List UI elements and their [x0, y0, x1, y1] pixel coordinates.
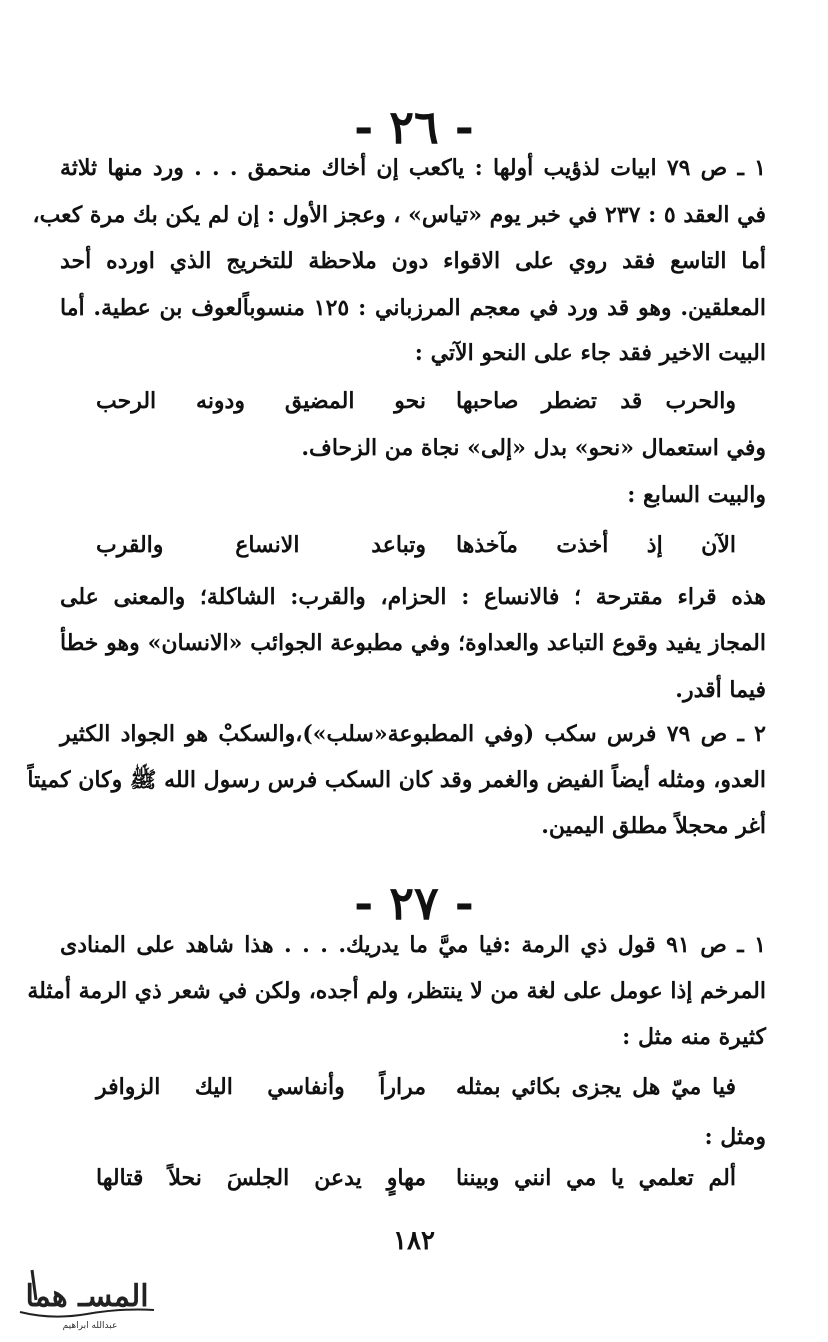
verse-second-hemistich: مهاوٍ يدعن الجلسَ نحلاً قتالها: [96, 1165, 426, 1191]
calligraphy-logo-icon: [12, 1262, 162, 1334]
verse-line: [96, 530, 736, 562]
verse-line: [96, 386, 736, 418]
verse-first-hemistich: ألم تعلمي يا مي انني وبيننا: [456, 1165, 736, 1191]
text-line: ١ ـ ص ٧٩ ابيات لذؤيب أولها : ياكعب إن أخاك منحمق . . . ورد منها ثلاثة: [60, 155, 766, 181]
verse-second-hemistich: وتباعد الانساع والقرب: [96, 532, 426, 558]
text-line: هذه قراء مقترحة ؛ فالانساع : الحزام، والقرب: الشاكلة؛ والمعنى على: [60, 584, 766, 610]
text-line: كثيرة منه مثل :: [622, 1024, 766, 1050]
section-heading-26: - ٢٦ -: [354, 100, 474, 154]
text-line: في العقد ٥ : ٢٣٧ في خبر يوم «تياس» ، وعجز الأول : إن لم يكن بك مرة كعب،: [32, 202, 766, 228]
text-line: والبيت السابع :: [627, 482, 766, 508]
text-line: المرخم إذا عومل على لغة من لا ينتظر، ولم أجده، ولكن في شعر ذي الرمة أمثلة: [27, 978, 766, 1004]
logo-subtext: عبدالله ابراهيم: [62, 1321, 118, 1331]
text-line: المجاز يفيد وقوع التباعد والعداوة؛ وفي مطبوعة الجوائب «الانسان» وهو خطأ: [60, 630, 766, 656]
verse-second-hemistich: نحو المضيق ودونه الرحب: [96, 388, 426, 414]
text-line: ٢ ـ ص ٧٩ فرس سكب (وفي المطبوعة«سلب»)،والسكبْ هو الجواد الكثير: [60, 721, 766, 747]
text-line: أما التاسع فقد روي على الاقواء دون ملاحظة للتخريج الذي اورده أحد: [60, 248, 766, 274]
verse-line: [96, 1072, 736, 1104]
text-line: فيما أقدر.: [675, 677, 766, 703]
text-line: ١ ـ ص ٩١ قول ذي الرمة :فيا ميَّ ما يدريك. . . . هذا شاهد على المنادى: [60, 932, 766, 958]
verse-first-hemistich: الآن إذ أخذت مآخذها: [456, 532, 736, 558]
text-line: العدو، ومثله أيضاً الفيض والغمر وقد كان السكب فرس رسول الله ﷺ وكان كميتاً: [27, 767, 766, 793]
verse-second-hemistich: مراراً وأنفاسي اليك الزوافر: [96, 1074, 426, 1100]
verse-first-hemistich: فيا ميّ هل يجزى بكائي بمثله: [456, 1074, 736, 1100]
verse-line: [96, 1163, 736, 1195]
verse-first-hemistich: والحرب قد تضطر صاحبها: [456, 388, 736, 414]
logo-text: المسـ هما: [25, 1279, 149, 1314]
section-heading-27: - ٢٧ -: [354, 876, 474, 930]
text-line: وفي استعمال «نحو» بدل «إلى» نجاة من الزحاف.: [301, 435, 766, 461]
text-line: البيت الاخير فقد جاء على النحو الآتي :: [414, 340, 766, 366]
text-line: ومثل :: [704, 1124, 766, 1150]
page-number: ١٨٢: [393, 1226, 435, 1256]
text-line: أغر محجلاً مطلق اليمين.: [541, 813, 766, 839]
text-line: المعلقين. وهو قد ورد في معجم المرزباني : ١٢٥ منسوباًلعوف بن عطية. أما: [60, 295, 766, 321]
